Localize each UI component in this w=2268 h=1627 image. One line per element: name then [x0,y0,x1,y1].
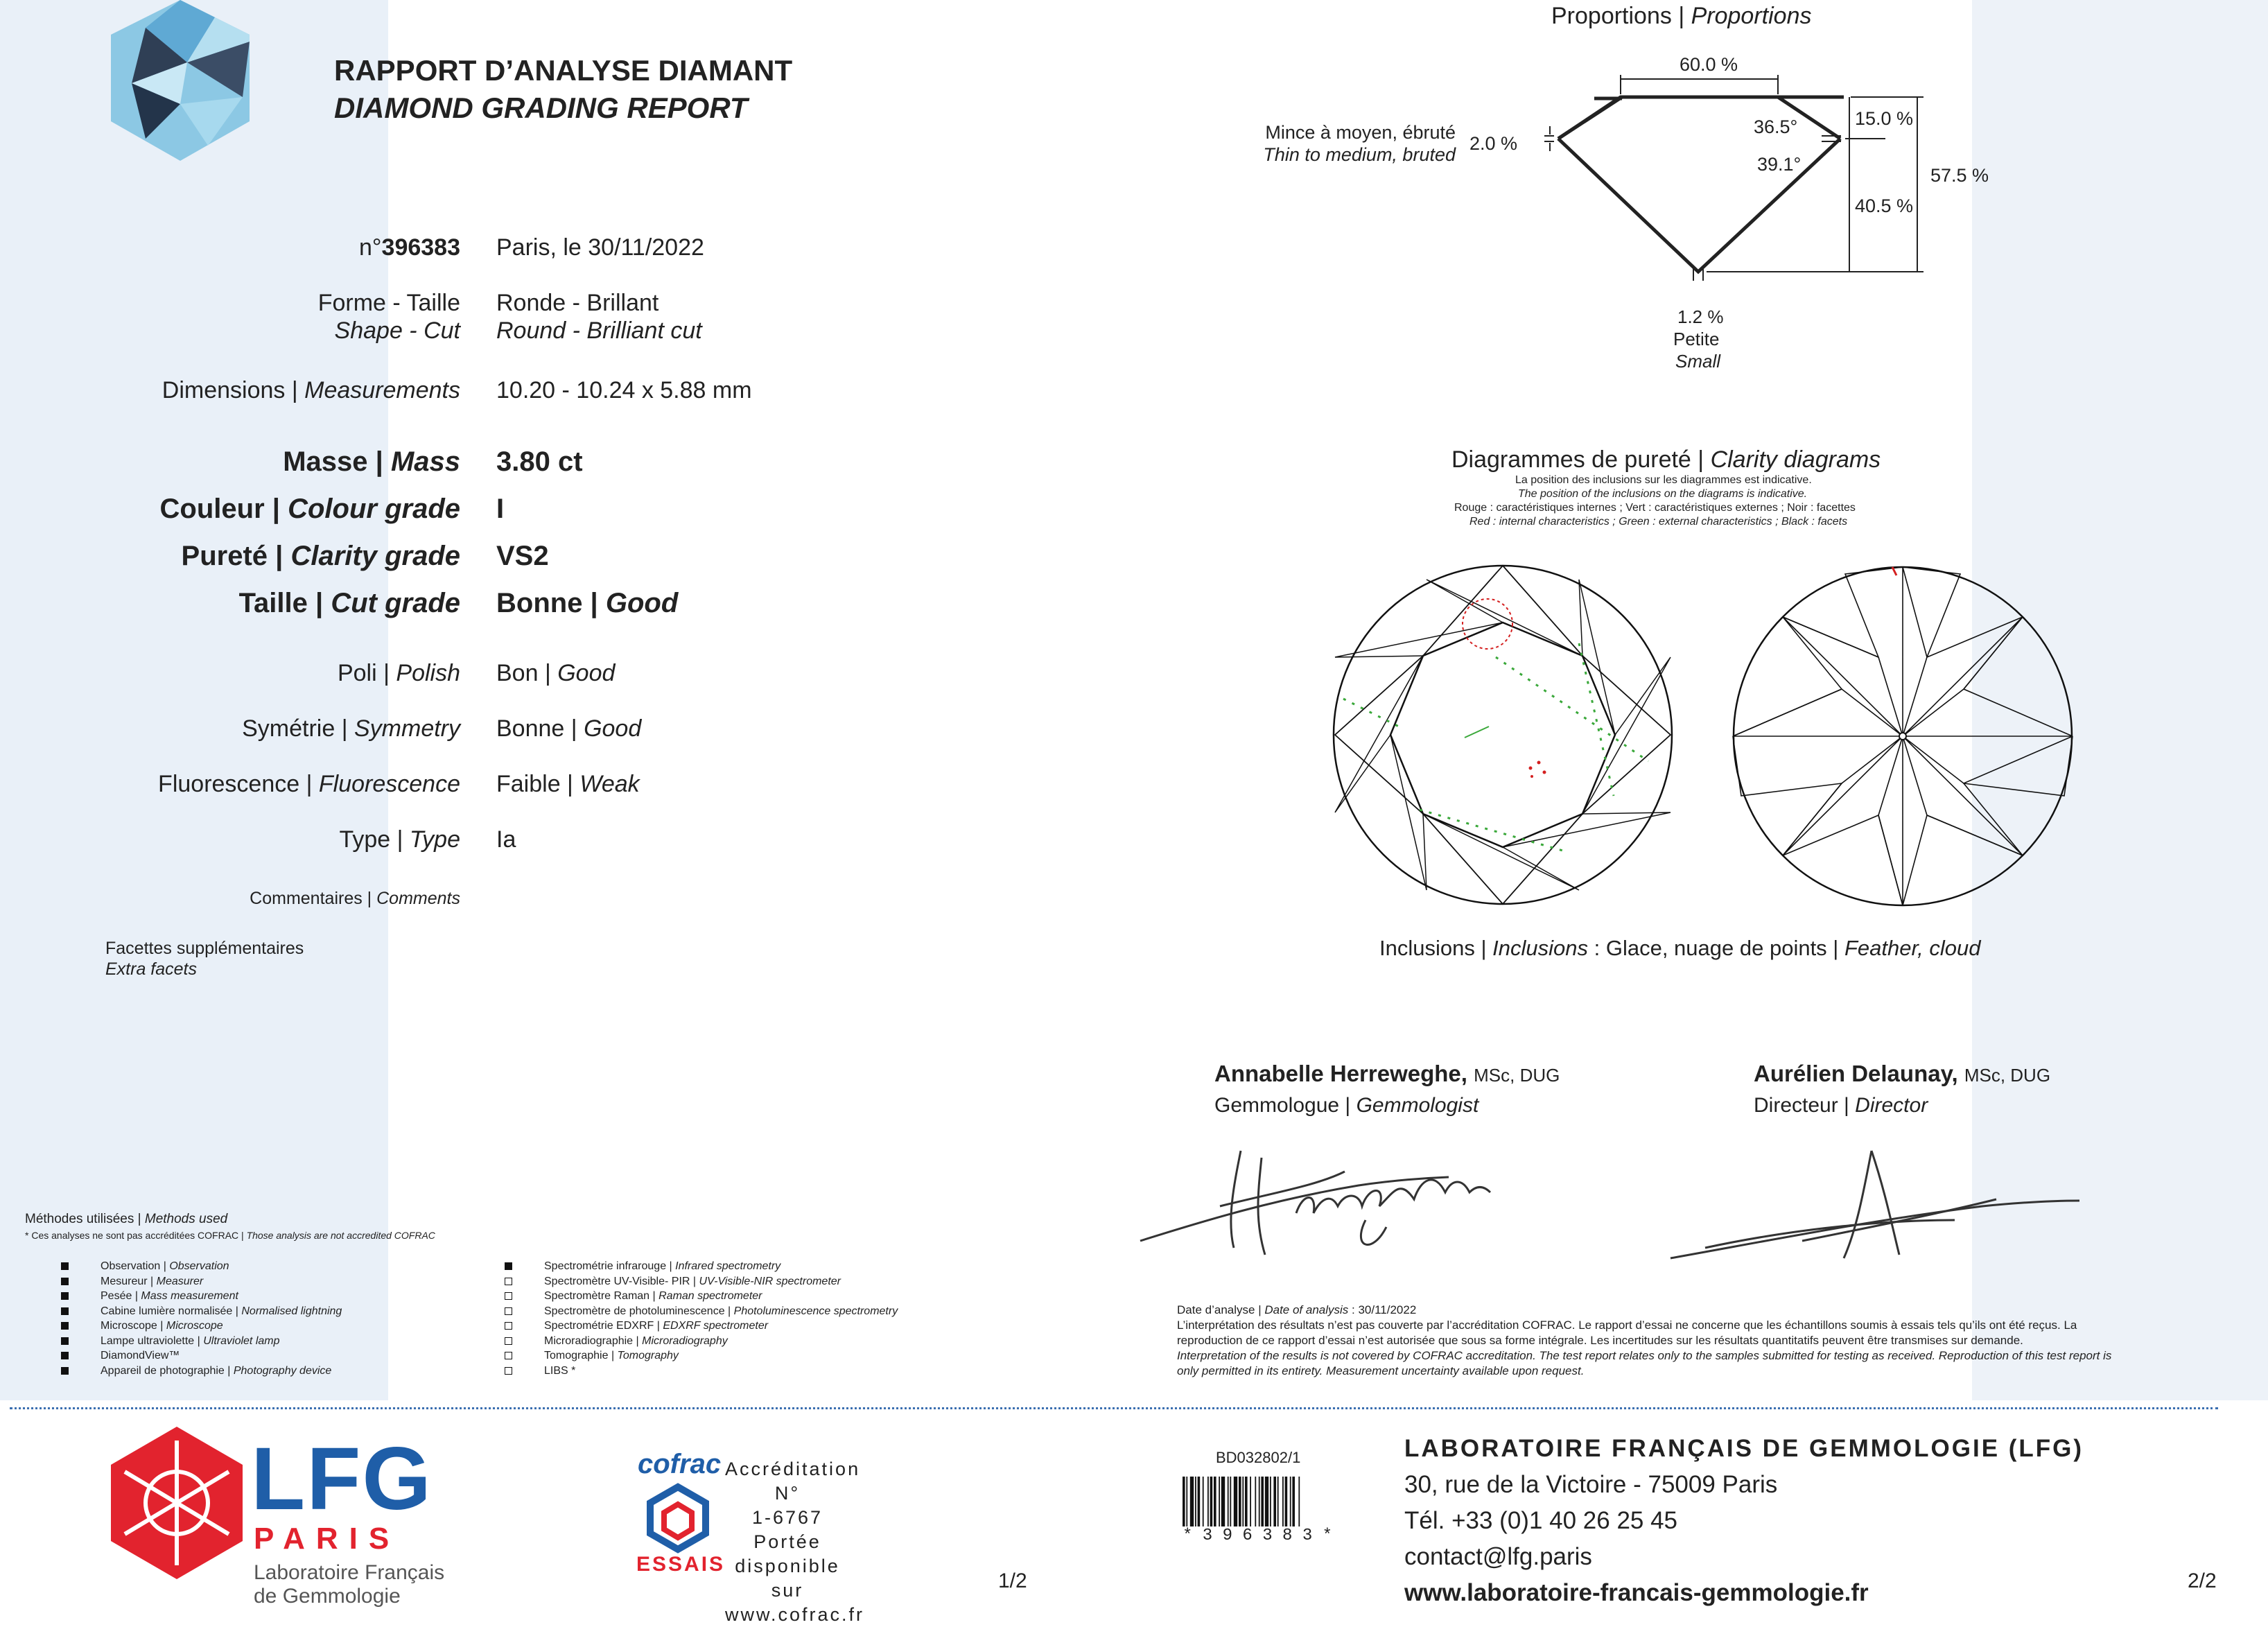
method-label-fr: Spectrométrie infrarouge [544,1260,667,1272]
culet-desc-en: Small [1675,351,1721,372]
method-item: Spectromètre de photoluminescence | Photoluminescence spectrometry [505,1305,898,1318]
unchecked-box-icon [505,1337,512,1345]
type-value: Ia [496,826,516,853]
unchecked-box-icon [505,1367,512,1375]
method-label-en: Mass measurement [141,1290,238,1302]
cofrac-logo-text: cofrac [638,1449,722,1479]
barcode-bar [1259,1477,1260,1526]
barcode-id: BD032802/1 [1216,1449,1301,1466]
crown-angle: 36.5° [1754,116,1798,137]
barcode-bar [1221,1477,1225,1526]
method-label-en: Tomography [617,1350,679,1361]
method-label-en: Photography device [233,1364,332,1377]
barcode-bar [1250,1477,1251,1526]
barcode-bar [1207,1477,1209,1526]
method-label-fr: Spectromètre de photoluminescence [544,1305,725,1317]
signatory-1-role: Gemmologue | Gemmologist [1214,1094,1479,1117]
method-label-fr: Microradiographie [544,1334,634,1347]
mass-value: 3.80 ct [496,446,583,477]
proportions-title: Proportions | Proportions [1551,3,1812,29]
accreditation-line: 1-6767 [751,1507,823,1528]
clarity-note-en: The position of the inclusions on the diagrams is indicative. [1518,488,1808,500]
accreditation-line: Accréditation N° [725,1459,861,1504]
method-label-fr: Tomographie [544,1350,609,1361]
page-number-left: 1/2 [998,1569,1027,1592]
accreditation-line: Portée [753,1531,821,1552]
barcode-bar [1190,1477,1194,1526]
unchecked-box-icon [505,1352,512,1359]
checked-box-icon [61,1262,69,1270]
legal-line-4: only permitted in its entirety. Measurement uncertainty available upon request. [1177,1364,1585,1377]
barcode-bar [1183,1477,1185,1526]
method-item: Spectromètre Raman | Raman spectrometer [505,1290,762,1303]
report-place-date: Paris, le 30/11/2022 [496,234,704,261]
clarity-diagrams-title: Diagrammes de pureté | Clarity diagrams [1451,446,1881,473]
checked-box-icon [61,1337,69,1345]
total-depth: 57.5 % [1930,165,1989,186]
title-en: DIAMOND GRADING REPORT [334,92,748,124]
barcode-bar [1255,1477,1256,1526]
measurements-label: Dimensions | Measurements [162,377,460,403]
culet-pct: 1.2 % [1677,306,1724,327]
clarity-diagram-pavilion [1648,560,2092,910]
polish-value: Bon | Good [496,660,616,686]
barcode-bar [1198,1477,1201,1526]
method-label-en: Infrared spectrometry [675,1260,781,1272]
method-label-en: Measurer [156,1275,204,1287]
clarity-legend-en: Red : internal characteristics ; Green : external characteristics ; Black : facets [1469,516,1848,528]
method-item: Mesureur | Measurer [61,1276,203,1288]
barcode-bar [1290,1477,1291,1526]
barcode-bar [1186,1477,1187,1526]
barcode-bar [1273,1477,1276,1526]
signatory-1-name: Annabelle Herreweghe, MSc, DUG [1214,1061,1560,1086]
method-label-fr: Microscope [101,1320,157,1332]
fluorescence-value: Faible | Weak [496,771,640,797]
barcode-bar [1214,1477,1216,1526]
culet-desc-fr: Petite [1673,329,1720,349]
colour-value: I [496,494,505,524]
lfg-logo-city: PARIS [254,1522,401,1556]
methods-title: Méthodes utilisées | Methods used [25,1212,228,1226]
symmetry-label: Symétrie | Symmetry [242,715,460,742]
report-number: n°396383 [359,234,460,261]
method-item: Microscope | Microscope [61,1320,223,1332]
lab-email[interactable]: contact@lfg.paris [1404,1543,1592,1570]
extra-facets-label-en: Extra facets [105,959,197,979]
cut-label: Taille | Cut grade [238,588,460,618]
barcode-image [1181,1477,1345,1526]
checked-box-icon [61,1352,69,1359]
lab-address: 30, rue de la Victoire - 75009 Paris [1404,1471,1778,1498]
analysis-date: Date d’analyse | Date of analysis : 30/11/2022 [1177,1303,1417,1316]
accreditation-line: www.cofrac.fr [725,1604,865,1625]
accreditation-line: disponible sur [735,1556,840,1601]
lfg-logo-sub-1: Laboratoire Français [254,1561,445,1584]
colour-label: Couleur | Colour grade [159,494,460,524]
clarity-diagram-crown [1316,560,1690,910]
barcode-text: * 3 9 6 3 8 3 * [1183,1526,1333,1545]
extra-facets-label-fr: Facettes supplémentaires [105,939,304,958]
inclusions-line: Inclusions | Inclusions : Glace, nuage de points | Feather, cloud [1379,936,1981,960]
method-label-fr: Cabine lumière normalisée [101,1305,233,1317]
method-label-en: Ultraviolet lamp [203,1334,280,1347]
method-label-en: Microscope [166,1320,223,1332]
shape-value-fr: Ronde - Brillant [496,290,659,316]
legal-line-1: L’interprétation des résultats n’est pas couverte par l’accréditation COFRAC. Le rapport d’essai ne concerne que les échantillons soumis à essais tels qu’ils ont été reçus. La [1177,1319,2077,1332]
method-label-fr: Pesée [101,1290,132,1302]
method-label-fr: Observation [101,1260,161,1272]
unchecked-box-icon [505,1278,512,1285]
barcode-bar [1277,1477,1279,1526]
cofrac-logo-icon [643,1484,713,1553]
legal-line-3: Interpretation of the results is not covered by COFRAC accreditation. The test report relates only to the samples submitted for testing as received. Reproduction of this test report is [1177,1349,2112,1362]
method-item: Microradiographie | Microradiography [505,1335,728,1348]
method-label-fr: Mesureur [101,1275,148,1287]
shape-label-fr: Forme - Taille [317,290,460,316]
shape-label-en: Shape - Cut [334,317,460,344]
accreditation-block [725,1457,865,1627]
method-label-en: UV-Visible-NIR spectrometer [699,1275,841,1287]
method-label-en: Photoluminescence spectrometry [733,1305,898,1317]
method-item: Appareil de photographie | Photography device [61,1365,331,1377]
method-item [505,1365,575,1377]
barcode-bar [1270,1477,1271,1526]
barcode-bar [1210,1477,1213,1526]
clarity-value: VS2 [496,541,549,571]
checked-box-icon [505,1262,512,1270]
type-label: Type | Type [339,826,460,853]
symmetry-value: Bonne | Good [496,715,642,742]
girdle-pct: 2.0 % [1469,133,1518,154]
method-label-fr: Appareil de photographie [101,1364,225,1377]
method-label-fr: Lampe ultraviolette [101,1334,195,1347]
method-label-fr: Spectromètre Raman [544,1290,650,1302]
signatory-2-name: Aurélien Delaunay, MSc, DUG [1754,1061,2051,1086]
method-label-fr: LIBS * [544,1364,576,1377]
barcode-bar [1265,1477,1268,1526]
method-item: Spectromètre UV-Visible- PIR | UV-Visible-NIR spectrometer [505,1276,841,1288]
method-label-en: Raman spectrometer [658,1290,762,1302]
method-label-fr: DiamondView™ [101,1350,180,1361]
clarity-label: Pureté | Clarity grade [181,541,460,571]
footer-divider [10,1407,2218,1409]
lab-phone: Tél. +33 (0)1 40 26 25 45 [1404,1507,1678,1534]
method-label-en: Microradiography [642,1334,728,1347]
method-label-en: Normalised lightning [241,1305,342,1317]
lfg-hexagon-logo-icon [107,1427,246,1579]
method-item: Tomographie | Tomography [505,1350,679,1362]
cofrac-essais: ESSAIS [636,1553,726,1576]
barcode-bar [1239,1477,1241,1526]
barcode-bar [1234,1477,1237,1526]
polish-label: Poli | Polish [337,660,460,686]
cut-value: Bonne | Good [496,588,679,618]
unchecked-box-icon [505,1292,512,1300]
pavilion-depth: 40.5 % [1855,195,1914,216]
method-item: Cabine lumière normalisée | Normalised lightning [61,1305,342,1318]
clarity-note-fr: La position des inclusions sur les diagrammes est indicative. [1515,474,1812,486]
barcode-bar [1219,1477,1220,1526]
barcode-bar [1228,1477,1229,1526]
checked-box-icon [61,1307,69,1315]
title-fr: RAPPORT D’ANALYSE DIAMANT [334,54,793,87]
barcode-bar [1261,1477,1264,1526]
method-item: Spectrométrie EDXRF | EDXRF spectrometer [505,1320,768,1332]
barcode-bar [1298,1477,1300,1526]
barcode-bar [1292,1477,1295,1526]
page-number-right: 2/2 [2188,1569,2217,1592]
signatory-2-role: Directeur | Director [1754,1094,1928,1117]
table-pct: 60.0 % [1680,54,1738,75]
girdle-desc-en: Thin to medium, bruted [1263,144,1456,165]
checked-box-icon [61,1292,69,1300]
measurements-value: 10.20 - 10.24 x 5.88 mm [496,377,752,403]
barcode-bar [1230,1477,1231,1526]
methods-note: * Ces analyses ne sont pas accréditées COFRAC | Those analysis are not accredited COFRAC [25,1230,435,1241]
mass-label: Masse | Mass [283,446,460,477]
method-item: Observation | Observation [61,1260,229,1273]
legal-line-2: reproduction de ce rapport d’essai n’est autorisée que sous sa forme intégrale. Les incertitudes sur les résultats quantitatifs peuvent être transmises sur demande. [1177,1334,2023,1347]
pavilion-angle: 39.1° [1757,154,1802,175]
barcode-bar [1242,1477,1244,1526]
method-item [61,1350,180,1362]
method-item: Spectrométrie infrarouge | Infrared spectrometry [505,1260,780,1273]
barcode-bar [1282,1477,1284,1526]
barcode-bar [1285,1477,1288,1526]
comments-label: Commentaires | Comments [250,889,460,908]
hexagon-logo-icon [104,0,256,166]
fluorescence-label: Fluorescence | Fluorescence [158,771,460,797]
checked-box-icon [61,1322,69,1330]
background-band-left [0,0,388,1400]
shape-value-en: Round - Brilliant cut [496,317,702,344]
signature-2-image [1664,1144,2093,1269]
barcode-bar [1203,1477,1204,1526]
signature-1-image [1137,1137,1497,1262]
method-item: Lampe ultraviolette | Ultraviolet lamp [61,1335,280,1348]
method-label-en: Observation [169,1260,229,1272]
checked-box-icon [61,1367,69,1375]
crown-height: 15.0 % [1855,108,1914,129]
clarity-legend-fr: Rouge : caractéristiques internes ; Vert : caractéristiques externes ; Noir : facettes [1454,502,1856,514]
lab-website[interactable]: www.laboratoire-francais-gemmologie.fr [1404,1579,1869,1606]
method-item: Pesée | Mass measurement [61,1290,238,1303]
barcode-bar [1245,1477,1248,1526]
unchecked-box-icon [505,1322,512,1330]
method-label-fr: Spectrométrie EDXRF [544,1320,654,1332]
method-label-en: EDXRF spectrometer [663,1320,769,1332]
checked-box-icon [61,1278,69,1285]
barcode-bar [1195,1477,1196,1526]
unchecked-box-icon [505,1307,512,1315]
method-label-fr: Spectromètre UV-Visible- PIR [544,1275,690,1287]
lfg-logo-text: LFG [251,1429,433,1529]
lfg-logo-sub-2: de Gemmologie [254,1585,401,1608]
girdle-desc-fr: Mince à moyen, ébruté [1265,122,1456,143]
lab-name: LABORATOIRE FRANÇAIS DE GEMMOLOGIE (LFG) [1404,1435,2084,1462]
